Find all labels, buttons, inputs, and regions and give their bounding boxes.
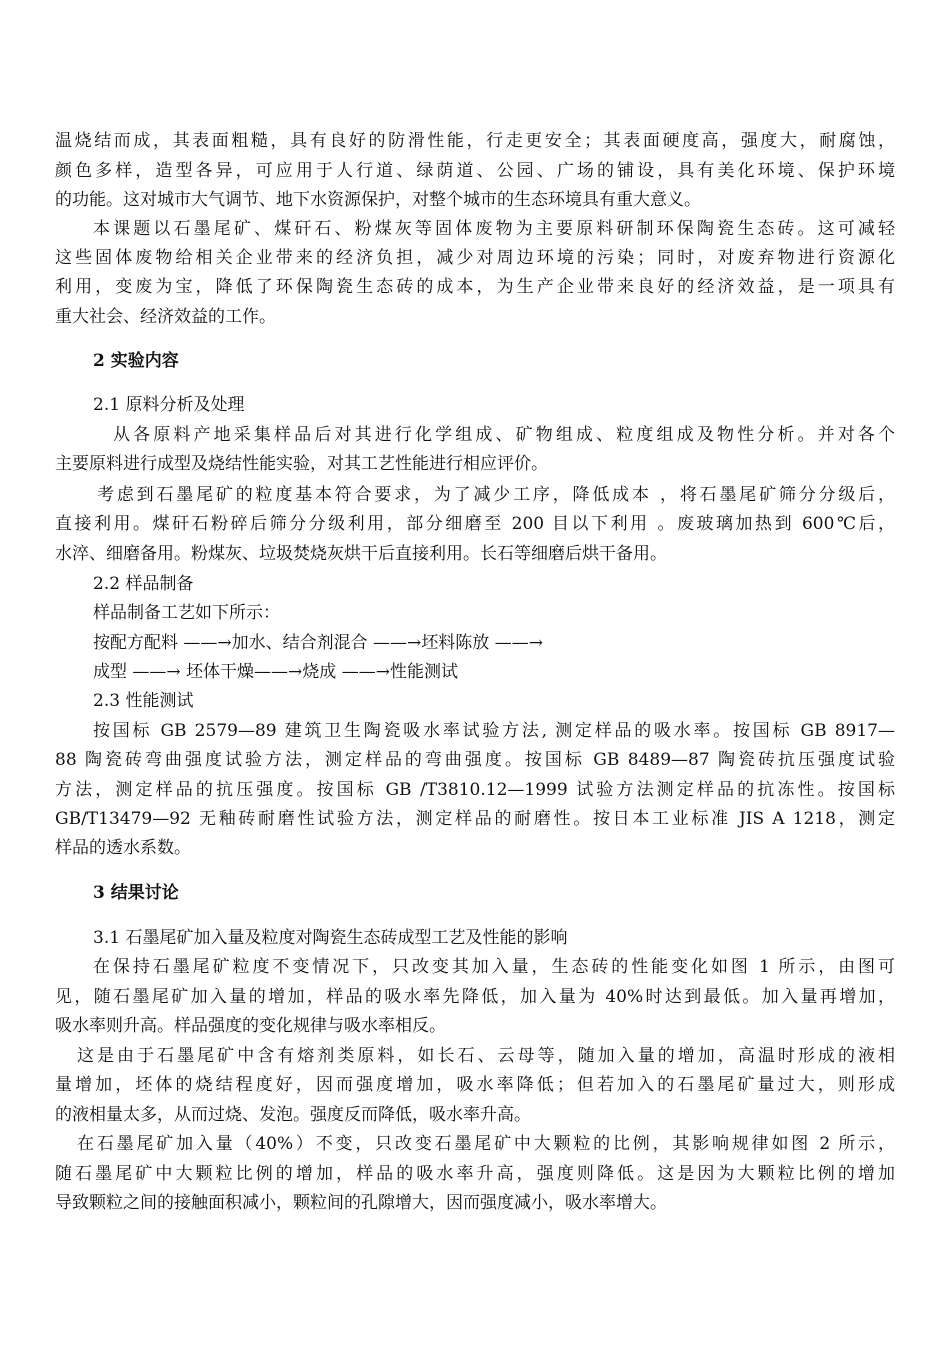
text-line: 按国标 GB 2579—89 建筑卫生陶瓷吸水率试验方法, 测定样品的吸水率。按国标 GB 8917— xyxy=(93,721,895,741)
text-line: 在石墨尾矿加入量（40%）不变，只改变石墨尾矿中大颗粒的比例，其影响规律如图 2 所示， xyxy=(77,1134,895,1154)
text-line: 主要原料进行成型及烧结性能实验，对其工艺性能进行相应评价。 xyxy=(55,454,548,474)
text-line: 样品制备工艺如下所示： xyxy=(93,603,280,623)
text-line: 从各原料产地采集样品后对其进行化学组成、矿物组成、粒度组成及物性分析。并对各个 xyxy=(113,425,895,445)
text-line: 2.1 原料分析及处理 xyxy=(93,395,245,415)
text-line: 这些固体废物给相关企业带来的经济负担，减少对周边环境的污染；同时，对废弃物进行资源化 xyxy=(55,248,895,268)
text-line: 这是由于石墨尾矿中含有熔剂类原料，如长石、云母等，随加入量的增加，高温时形成的液相 xyxy=(77,1046,895,1066)
section-heading: 3 结果讨论 xyxy=(93,883,179,903)
text-line: 量增加，坯体的烧结程度好，因而强度增加，吸水率降低；但若加入的石墨尾矿量过大，则形成 xyxy=(55,1075,895,1095)
text-line: 按配方配料 ——→加水、结合剂混合 ——→坯料陈放 ——→ xyxy=(93,633,543,653)
text-line: 导致颗粒之间的接触面积减小，颗粒间的孔隙增大，因而强度减小，吸水率增大。 xyxy=(55,1193,667,1213)
text-line: 的液相量太多，从而过烧、发泡。强度反而降低，吸水率升高。 xyxy=(55,1105,531,1125)
text-line: 颜色多样，造型各异，可应用于人行道、绿荫道、公园、广场的铺设，具有美化环境、保护环境 xyxy=(55,161,895,181)
text-line: 见，随石墨尾矿加入量的增加，样品的吸水率先降低，加入量为 40%时达到最低。加入量再增加， xyxy=(55,987,895,1007)
text-line: 在保持石墨尾矿粒度不变情况下，只改变其加入量，生态砖的性能变化如图 1 所示，由图可 xyxy=(93,957,895,977)
text-line: 考虑到石墨尾矿的粒度基本符合要求，为了减少工序，降低成本 ，将石墨尾矿筛分分级后， xyxy=(97,485,895,505)
text-line: 88 陶瓷砖弯曲强度试验方法，测定样品的弯曲强度。按国标 GB 8489—87 陶瓷砖抗压强度试验 xyxy=(55,750,895,770)
text-line: 吸水率则升高。样品强度的变化规律与吸水率相反。 xyxy=(55,1016,446,1036)
text-line: 随石墨尾矿中大颗粒比例的增加，样品的吸水率升高，强度则降低。这是因为大颗粒比例的增加 xyxy=(55,1164,895,1184)
text-line: GB/T13479—92 无釉砖耐磨性试验方法，测定样品的耐磨性。按日本工业标准 JIS A 1218，测定 xyxy=(55,809,895,829)
text-line: 利用，变废为宝，降低了环保陶瓷生态砖的成本，为生产企业带来良好的经济效益，是一项具有 xyxy=(55,277,895,297)
text-line: 2.3 性能测试 xyxy=(93,691,194,711)
text-line: 样品的透水系数。 xyxy=(55,838,191,858)
text-line: 本课题以石墨尾矿、煤矸石、粉煤灰等固体废物为主要原料研制环保陶瓷生态砖。这可减轻 xyxy=(93,219,895,239)
text-line: 成型 ——→ 坯体干燥——→烧成 ——→性能测试 xyxy=(93,662,458,682)
text-line: 2.2 样品制备 xyxy=(93,574,194,594)
text-line: 直接利用。煤矸石粉碎后筛分分级利用，部分细磨至 200 目以下利用 。废玻璃加热到 600℃后， xyxy=(55,514,895,534)
text-line: 方法，测定样品的抗压强度。按国标 GB /T3810.12—1999 试验方法测定样品的抗冻性。按国标 xyxy=(55,780,895,800)
text-line: 温烧结而成，其表面粗糙，具有良好的防滑性能，行走更安全；其表面硬度高，强度大，耐腐蚀， xyxy=(55,131,895,151)
text-line: 水淬、细磨备用。粉煤灰、垃圾焚烧灰烘干后直接利用。长石等细磨后烘干备用。 xyxy=(55,544,667,564)
text-line: 3.1 石墨尾矿加入量及粒度对陶瓷生态砖成型工艺及性能的影响 xyxy=(93,928,568,948)
text-line: 重大社会、经济效益的工作。 xyxy=(55,307,276,327)
text-line: 的功能。这对城市大气调节、地下水资源保护，对整个城市的生态环境具有重大意义。 xyxy=(55,190,701,210)
section-heading: 2 实验内容 xyxy=(93,351,179,371)
